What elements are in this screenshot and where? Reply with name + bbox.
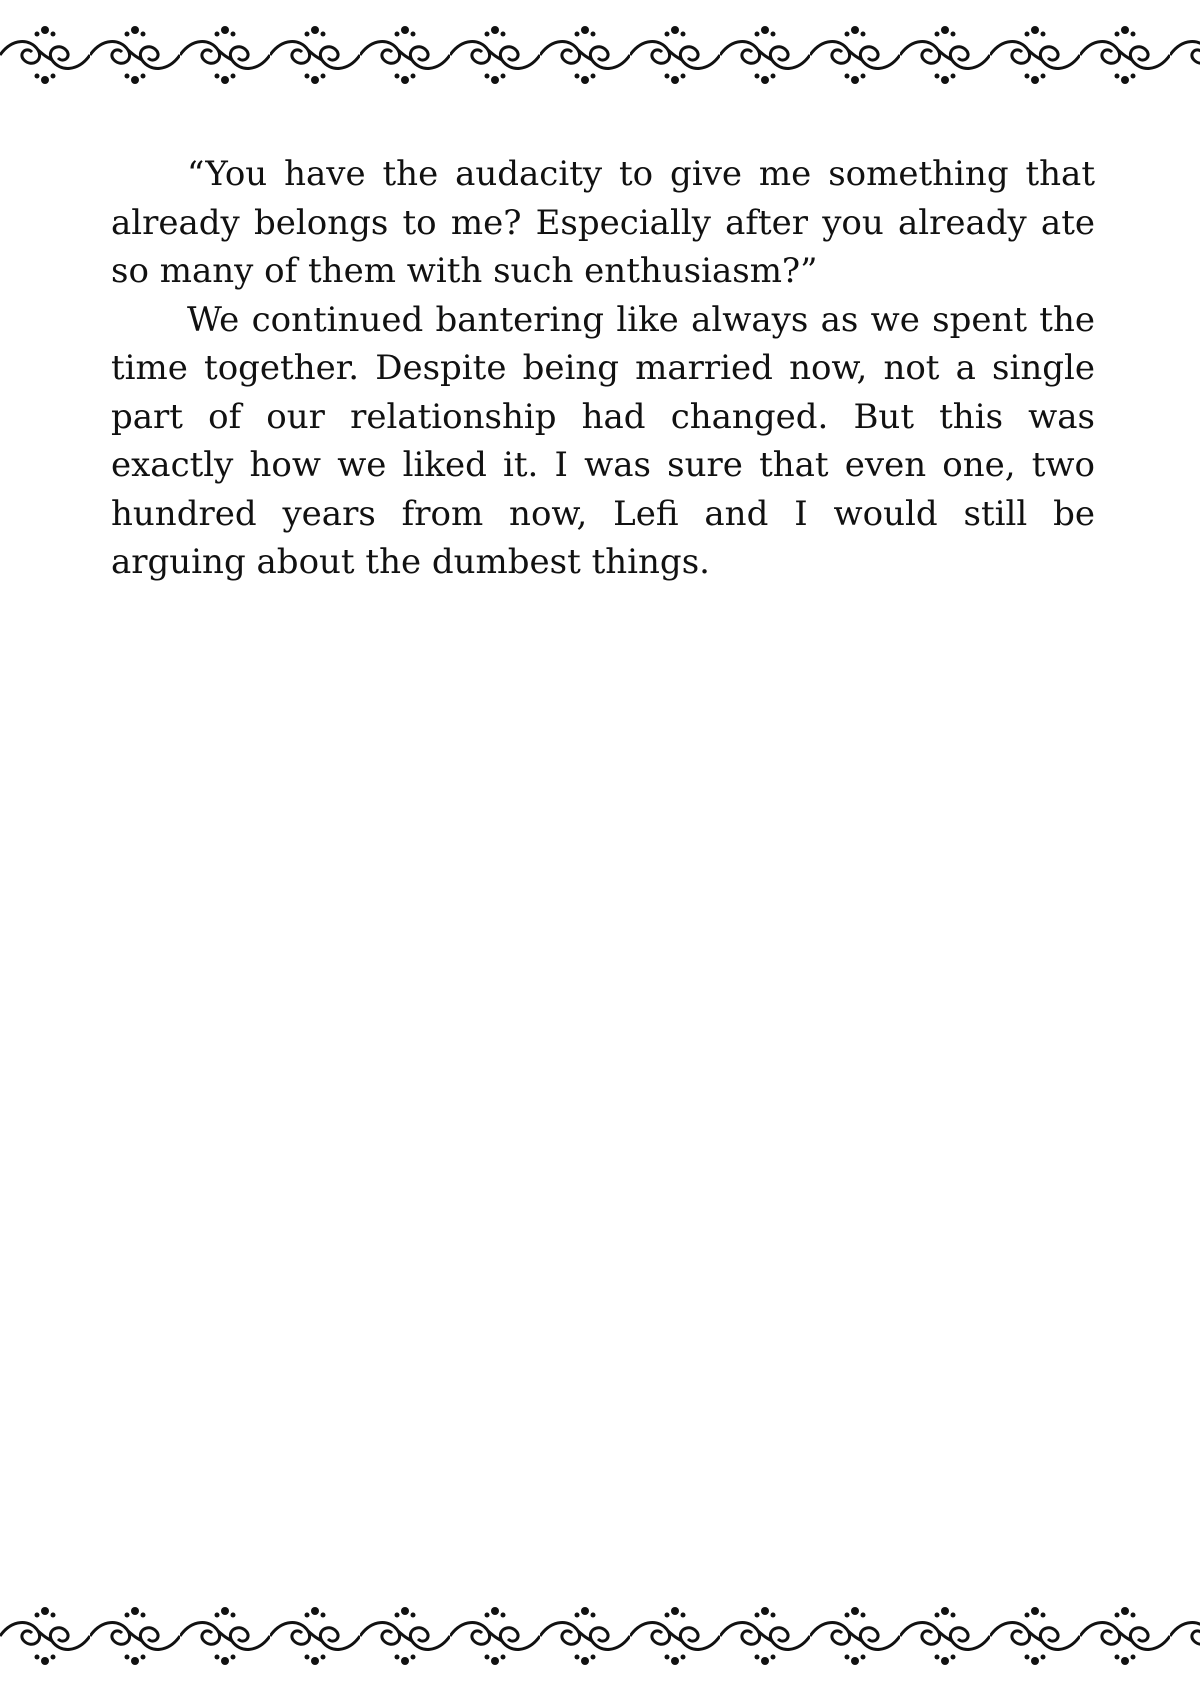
bottom-ornament-border-icon xyxy=(0,1601,1200,1671)
paragraph-1: “You have the audacity to give me something that already belongs to me? Especially after you already ate so many of them with such enthusiasm?” xyxy=(111,154,1095,291)
top-ornament-svg xyxy=(0,20,1200,90)
top-ornament-border-icon xyxy=(0,20,1200,90)
paragraph-2: We continued bantering like always as we spent the time together. Despite being married now, not a single part of our relationship had changed. But this was exactly how we liked it. I was sure that even one, two hundred years from now, Lefi and I would still be arguing about the dumbest things. xyxy=(111,299,1095,582)
page-body-text xyxy=(111,150,1095,587)
bottom-ornament-svg xyxy=(0,1601,1200,1671)
